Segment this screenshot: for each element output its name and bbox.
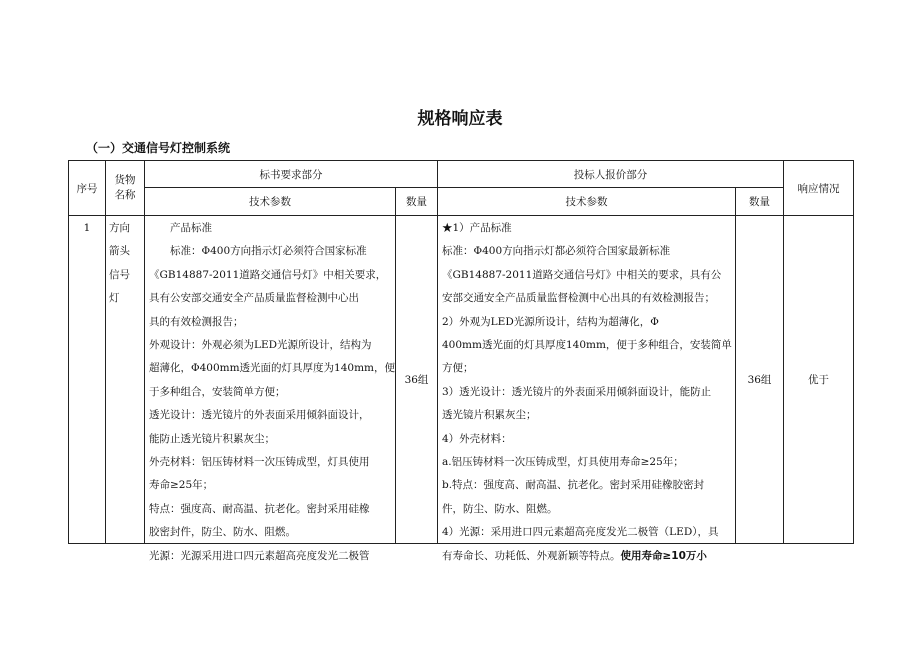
bid-quantity: 36组 bbox=[736, 216, 784, 544]
header-quantity: 数量 bbox=[396, 188, 438, 216]
row-goods-name bbox=[106, 216, 145, 544]
requirement-line: 能防止透光镜片积累灰尘； bbox=[149, 432, 275, 445]
requirement-line: 外观设计：外观必须为LED光源所设计，结构为 bbox=[149, 339, 372, 352]
spec-response-table bbox=[68, 160, 854, 562]
header-tender-section: 标书要求部分 bbox=[145, 161, 438, 188]
requirement-line: 于多种组合，安装简单方便； bbox=[149, 385, 286, 398]
header-tech-params: 技术参数 bbox=[145, 188, 396, 216]
section-subtitle: （一）交通信号灯控制系统 bbox=[86, 141, 231, 155]
bid-line: 400mm透光面的灯具厚度140mm，便于多种组合，安装简单 bbox=[442, 339, 732, 352]
goods-char: 箭头 bbox=[109, 245, 130, 258]
bid-line: 透光镜片积累灰尘； bbox=[442, 409, 537, 422]
bid-line: 《GB14887-2011道路交通信号灯》中相关的要求，具有公 bbox=[442, 268, 722, 281]
bid-line: 方便； bbox=[442, 362, 474, 375]
bid-line: ★1）产品标准 bbox=[442, 222, 512, 234]
requirement-line: 具有公安部交通安全产品质量监督检测中心出 bbox=[149, 292, 359, 305]
bid-line-bold: 使用寿命≥10万小 bbox=[620, 549, 707, 562]
header-bid-quantity: 数量 bbox=[736, 188, 784, 216]
header-goods-name: 货物 名称 bbox=[106, 161, 145, 216]
requirement-line: 光源：光源采用进口四元素超高亮度发光二极管 bbox=[149, 549, 370, 562]
requirement-line: 寿命≥25年； bbox=[149, 479, 214, 492]
bid-line: 件，防尘、防水、阻燃。 bbox=[442, 502, 558, 515]
bid-line-text: 有寿命长、功耗低、外观新颖等特点。 bbox=[442, 549, 621, 562]
goods-char: 信号 bbox=[109, 268, 130, 281]
requirement-line: 产品标准 bbox=[170, 222, 212, 234]
page-title: 规格响应表 bbox=[417, 109, 503, 129]
bid-line: 4）外壳材料： bbox=[442, 432, 512, 445]
goods-char: 方向 bbox=[109, 222, 130, 234]
header-bid-tech-params: 技术参数 bbox=[438, 188, 736, 216]
row-no: 1 bbox=[69, 216, 106, 544]
bid-line: 2）外观为LED光源所设计，结构为超薄化，Φ bbox=[442, 315, 659, 328]
requirement-line: 具的有效检测报告； bbox=[149, 315, 244, 328]
requirement-cell bbox=[145, 216, 396, 562]
bid-line: b.特点：强度高、耐高温、抗老化。密封采用硅橡胶密封 bbox=[442, 479, 705, 492]
requirement-line: 《GB14887-2011道路交通信号灯》中相关要求， bbox=[149, 268, 387, 281]
requirement-line: 透光设计：透光镜片的外表面采用倾斜面设计， bbox=[149, 409, 370, 422]
header-response: 响应情况 bbox=[784, 161, 854, 216]
bid-line: 4）光源：采用进口四元素超高亮度发光二极管（LED），具 bbox=[442, 526, 719, 539]
requirement-line: 胶密封件，防尘、防水、阻燃。 bbox=[149, 526, 296, 539]
response-status: 优于 bbox=[784, 216, 854, 544]
bid-line: 安部交通安全产品质量监督检测中心出具的有效检测报告； bbox=[442, 292, 715, 305]
requirement-line: 外壳材料：铝压铸材料一次压铸成型，灯具使用 bbox=[149, 456, 370, 469]
header-bidder-section: 投标人报价部分 bbox=[438, 161, 784, 188]
bid-line: 标准：Φ400方向指示灯都必须符合国家最新标准 bbox=[442, 245, 671, 258]
bid-line bbox=[442, 545, 731, 568]
requirement-line: 超薄化，Φ400mm透光面的灯具厚度为140mm，便 bbox=[149, 362, 396, 375]
requirement-quantity: 36组 bbox=[396, 216, 438, 544]
bid-line: a.铝压铸材料一次压铸成型，灯具使用寿命≥25年； bbox=[442, 456, 684, 469]
requirement-line: 标准：Φ400方向指示灯必须符合国家标准 bbox=[170, 245, 367, 258]
goods-char: 灯 bbox=[109, 292, 120, 305]
requirement-line: 特点：强度高、耐高温、抗老化。密封采用硅橡 bbox=[149, 502, 370, 515]
bid-cell bbox=[438, 216, 736, 562]
header-no: 序号 bbox=[69, 161, 106, 216]
bid-line: 3）透光设计：透光镜片的外表面采用倾斜面设计，能防止 bbox=[442, 385, 712, 398]
